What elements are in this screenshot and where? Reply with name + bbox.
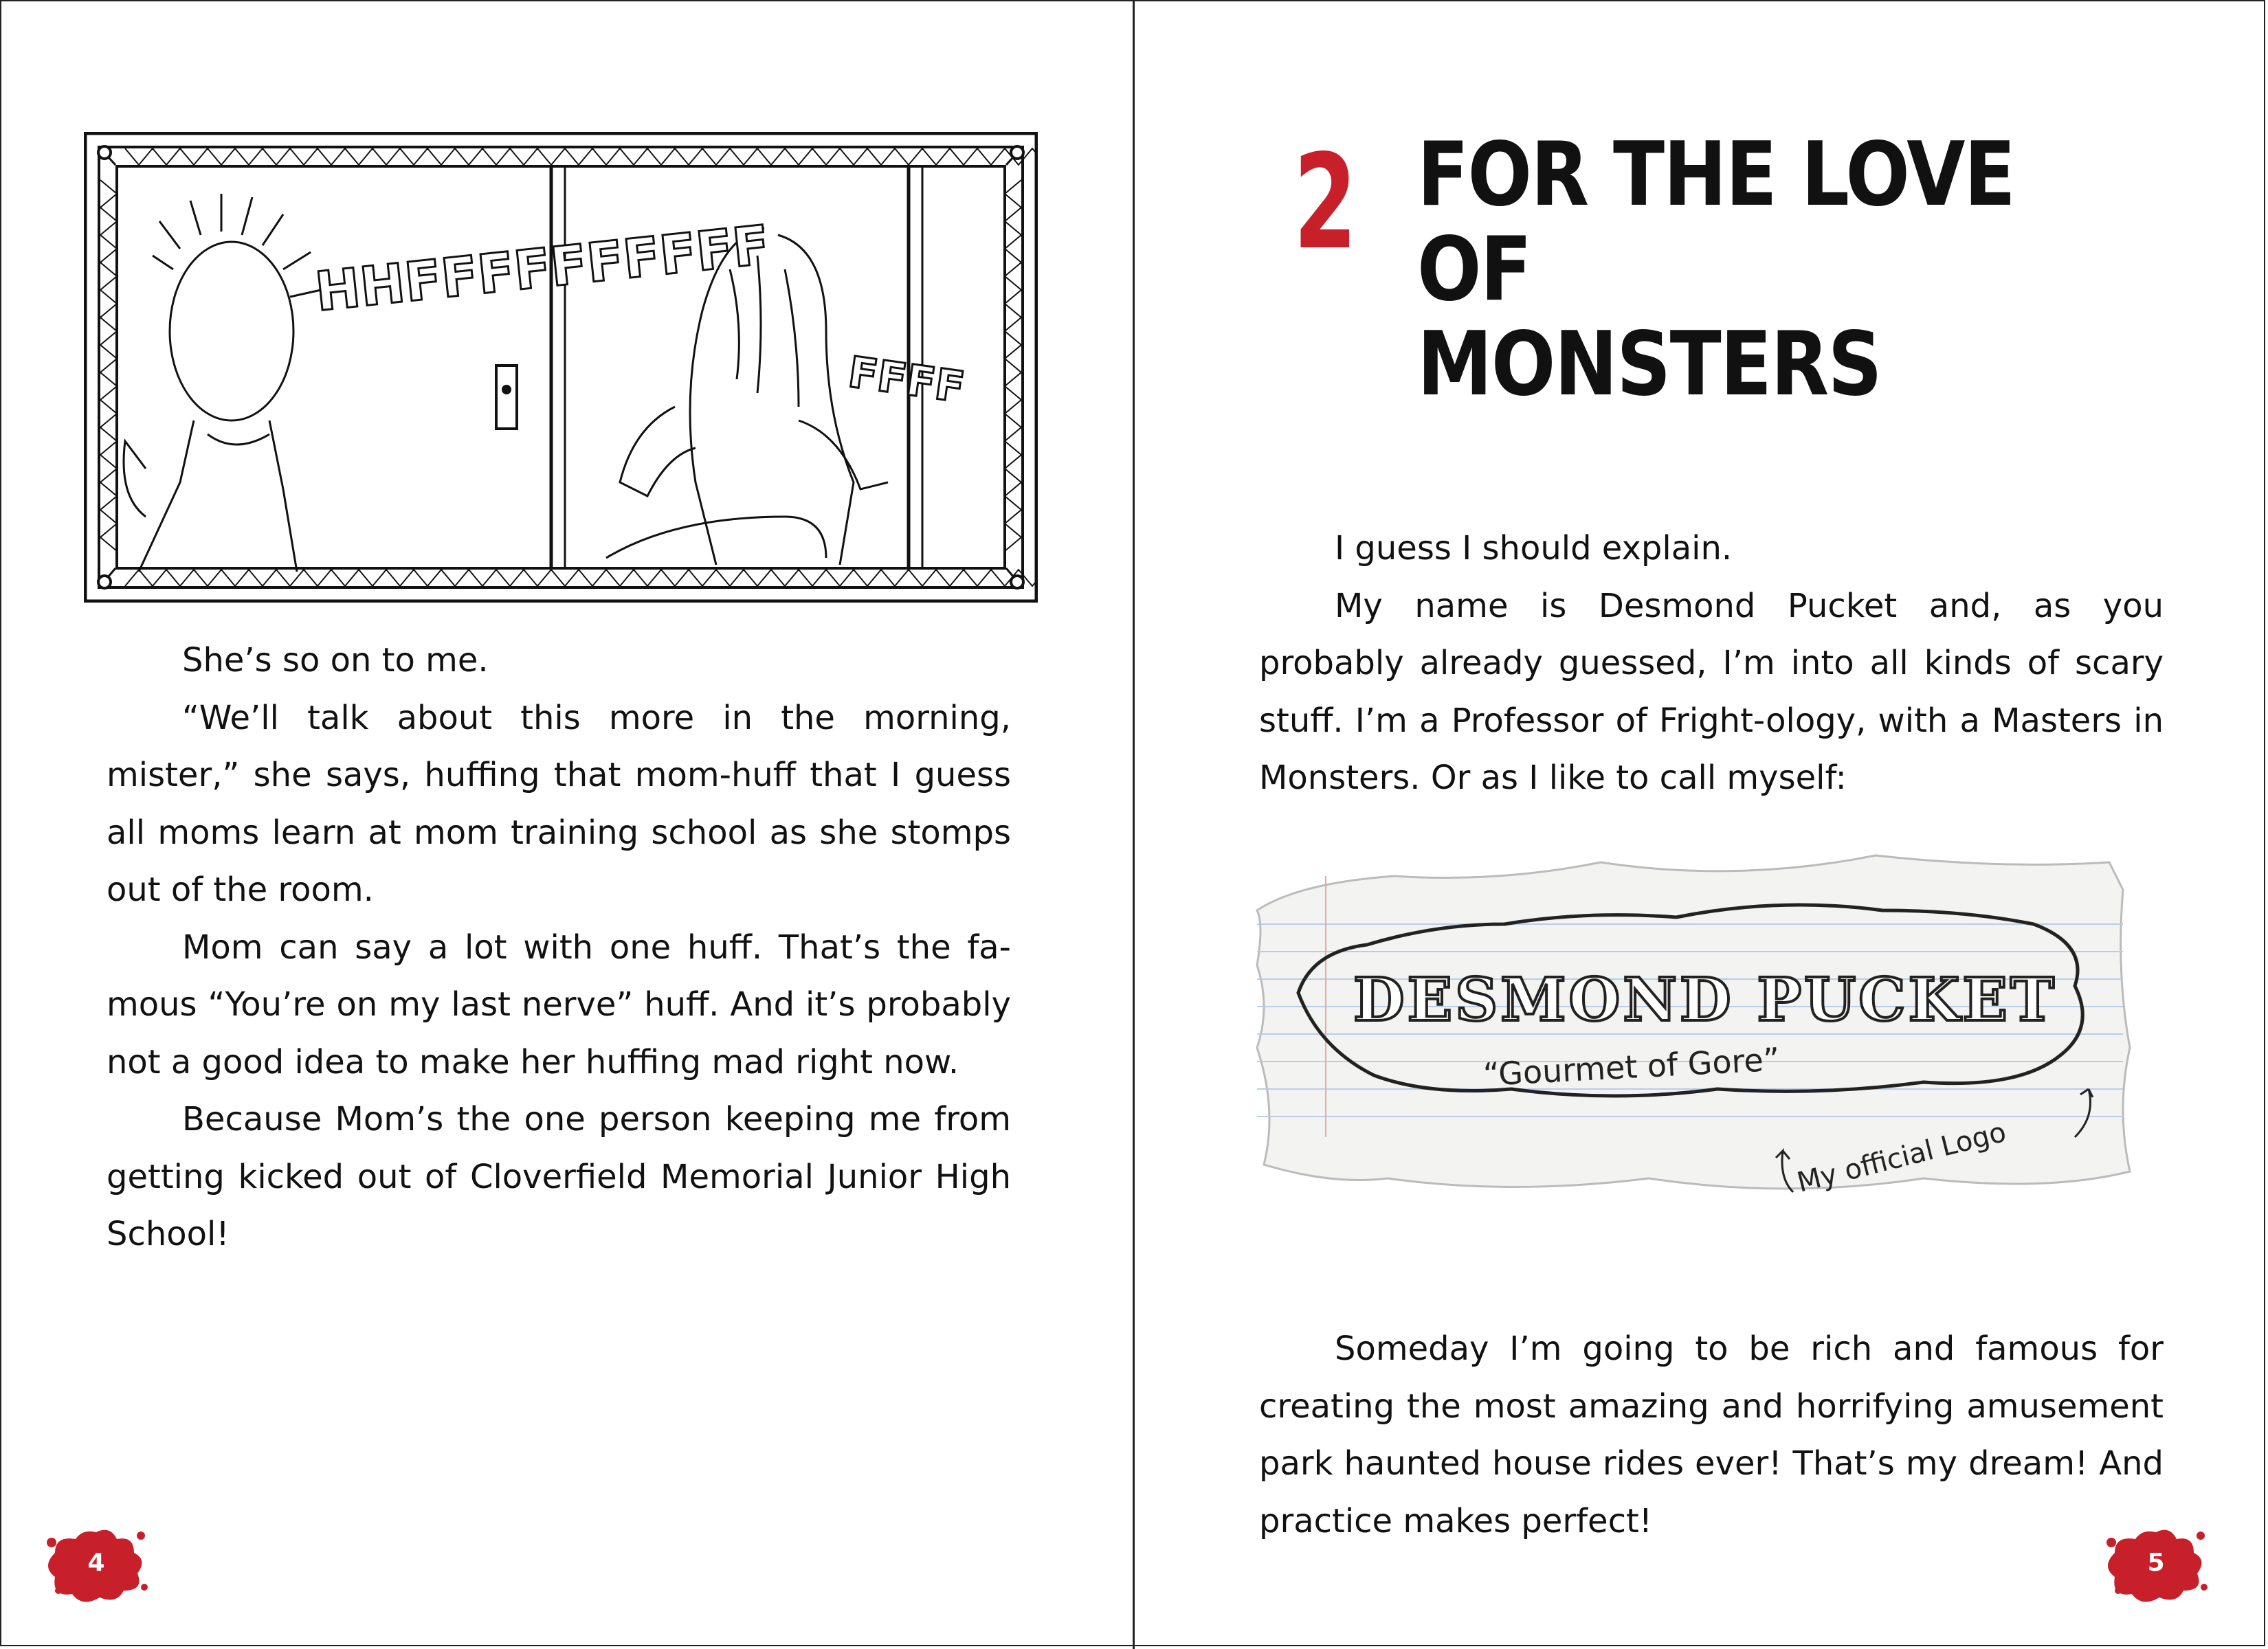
logo-tagline: “Gourmet of Gore” — [1482, 1040, 1781, 1093]
left-page-body — [107, 632, 1011, 1264]
logo-name: DESMOND PUCKET — [1353, 965, 2057, 1035]
page-number: 5 — [2147, 1549, 2165, 1577]
paragraph: Because Mom’s the one person keeping me from getting kicked out of Cloverfield Memorial Junior High School! — [107, 1100, 1011, 1253]
page-number-splat — [38, 1522, 155, 1604]
paragraph: I guess I should explain. — [1335, 529, 1733, 568]
paragraph: Someday I’m going to be rich and famous for creating the most amazing and horrifying amusement park haunted house rides ever! That’s my dream! And practice makes perfect! — [1259, 1330, 2164, 1540]
paragraph: She’s so on to me. — [182, 641, 489, 680]
huff-sound-effect: HHFFFFFFFFFF — [312, 214, 772, 324]
right-page — [1135, 0, 2268, 1649]
chapter-title-line: FOR THE LOVE OF — [1417, 124, 2015, 321]
huff-sound-effect-2: FFFF — [845, 346, 968, 413]
right-page-body-top — [1259, 520, 2164, 807]
chapter-title — [1417, 124, 2173, 416]
chapter-title-line: MONSTERS — [1417, 313, 1882, 416]
page-number-splat — [2098, 1522, 2214, 1604]
left-page — [0, 0, 1133, 1649]
chapter-number: 2 — [1293, 126, 1357, 278]
paragraph: “We’ll talk about this more in the morning, mister,” she says, huffing that mom-huff that I guess all moms learn at mom training school as she stomps out of the room. — [107, 698, 1011, 909]
logo-caption: My official Logo — [1794, 1116, 2010, 1199]
mom-huff-illustration — [84, 132, 1038, 603]
page-number: 4 — [87, 1549, 105, 1577]
desmond-pucket-logo-illustration — [1243, 849, 2137, 1213]
right-page-body-bottom — [1259, 1321, 2164, 1550]
page-gutter — [1133, 0, 1135, 1649]
paragraph: Mom can say a lot with one huff. That’s the fa- mous “You’re on my last nerve” huff. And it’s probably not a good idea to make her huffing mad right now. — [107, 928, 1011, 1081]
paragraph: My name is Desmond Pucket and, as you probably already guessed, I’m into all kinds of scary stuff. I’m a Professor of Fright-ology, with a Masters in Monsters. Or as I like to call myself: — [1259, 586, 2164, 797]
